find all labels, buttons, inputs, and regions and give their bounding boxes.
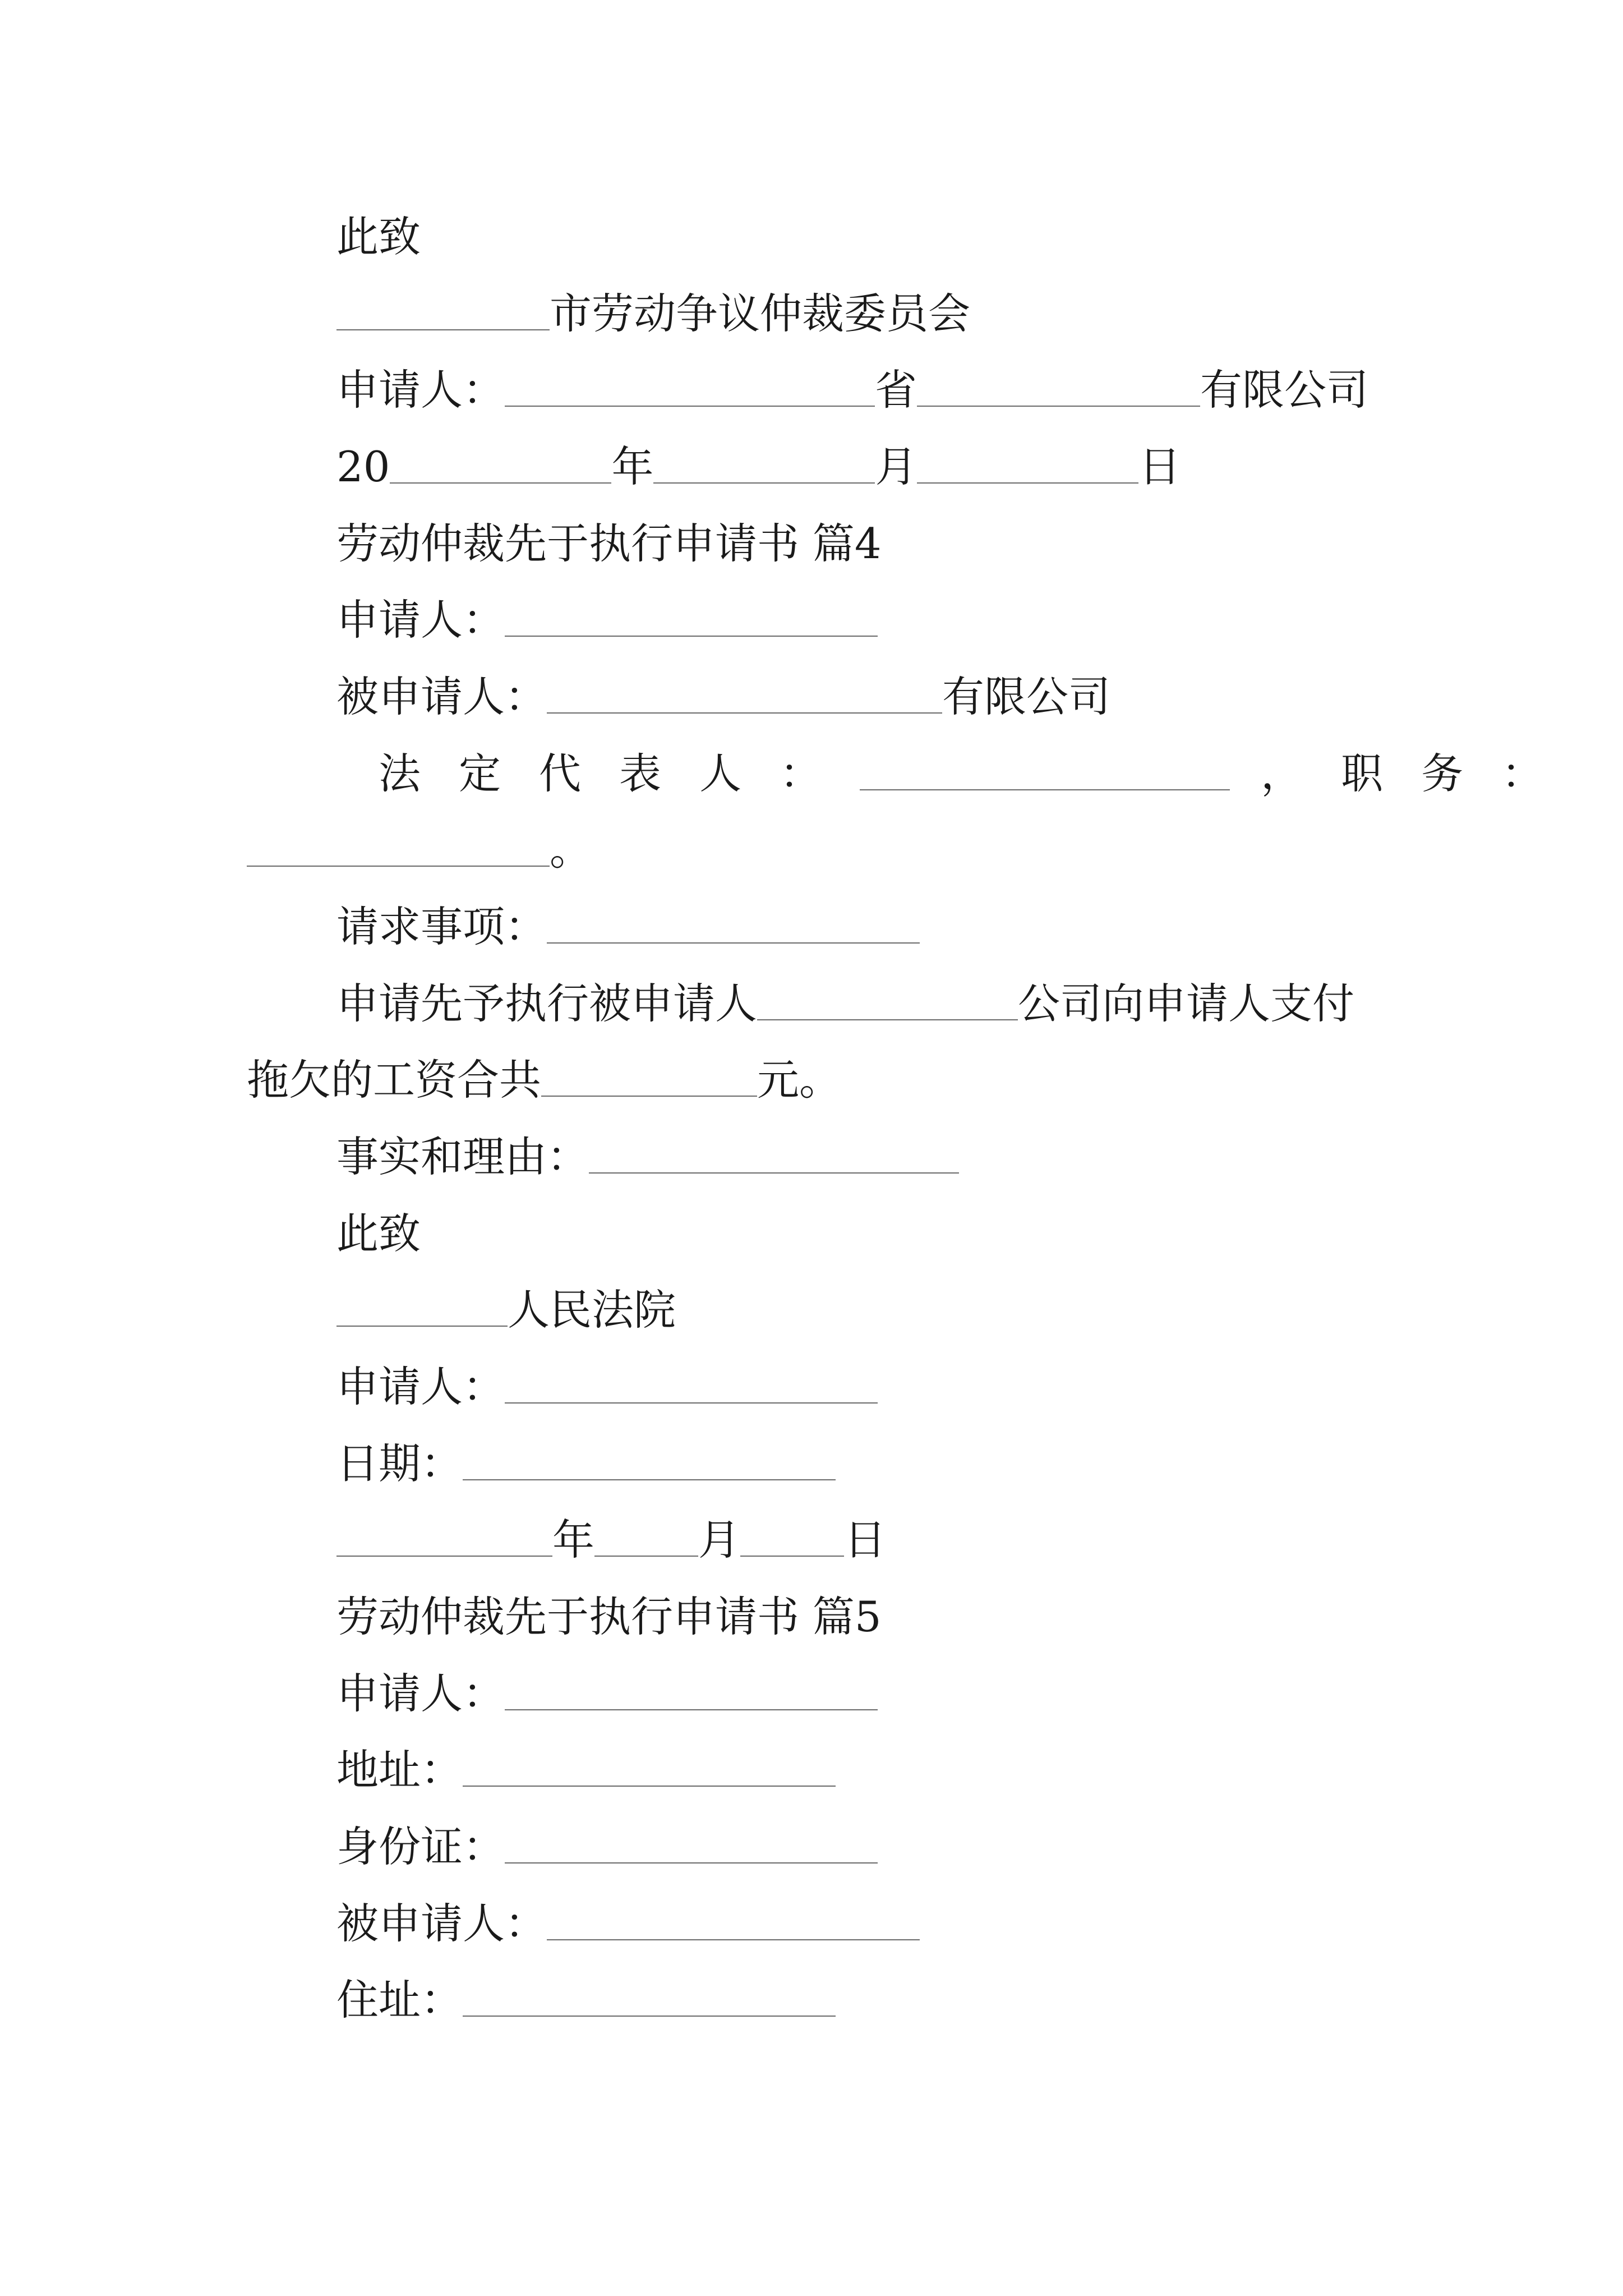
position-blank [247,865,550,867]
month-blank [653,482,875,484]
s4-month: 月 [698,1515,741,1565]
s5-respondent-blank [547,1939,920,1940]
applicant-blank [505,405,875,407]
claim-line2-prefix: 拖欠的工资合共 [247,1055,542,1105]
claim-prefix: 申请先予执行被申请人 [336,979,758,1028]
date-prefix: 20 [336,442,390,491]
s5-id-line [336,1822,878,1876]
province-suffix: 省 [875,365,917,415]
year-blank [390,482,611,484]
s4-applicant-label: 申请人： [336,595,505,645]
s5-id-blank [505,1862,878,1864]
legal-rep-char: 人 [699,749,742,798]
s4-year: 年 [552,1515,595,1565]
s4-court-line [336,1285,676,1340]
legal-rep-blank [860,789,1230,790]
s4-position-continuation [247,825,592,880]
s4-claim-line-1 [336,979,1355,1033]
court-suffix: 人民法院 [508,1285,676,1335]
position-char: ： [1501,749,1544,798]
claim-line2-suffix: 元。 [757,1055,842,1105]
s5-residence-label: 住址： [336,1975,463,2024]
s4-facts-line [336,1132,959,1186]
s5-applicant-blank [505,1709,878,1710]
signer-label: 申请人： [336,1362,505,1411]
facts-blank [589,1172,959,1174]
s5-id-label: 身份证： [336,1822,505,1871]
month-label: 月 [875,442,917,491]
s4-salutation-line [336,1209,421,1263]
s5-residence-blank [463,2015,836,2017]
date-line [336,442,1181,496]
s5-applicant-line [336,1669,878,1723]
facts-label: 事实和理由： [336,1132,589,1181]
s4-year-blank [336,1555,552,1557]
claim-suffix: 公司向申请人支付 [1018,979,1355,1028]
salutation-line [336,212,421,266]
s5-applicant-label: 申请人： [336,1669,505,1718]
s4-legal-rep-line [379,749,1544,803]
s4-applicant-blank [505,635,878,637]
s4-month-blank [594,1555,698,1557]
salutation-text: 此致 [336,212,421,261]
s4-salutation: 此致 [336,1209,421,1258]
day-blank [917,482,1138,484]
applicant-label: 申请人： [336,365,505,415]
s4-claims-line [336,902,920,956]
addressee-suffix: 市劳动争议仲裁委员会 [550,289,971,338]
s4-applicant-line [336,595,878,650]
day-label: 日 [1138,442,1181,491]
claim-company-blank [757,1019,1018,1020]
s5-address-line [336,1745,836,1800]
court-blank [336,1325,508,1327]
s4-respondent-blank [547,712,942,714]
legal-rep-char: 定 [459,749,501,798]
amount-blank [541,1095,757,1097]
s4-day-blank [740,1555,844,1557]
company-blank [917,405,1200,407]
date-label: 日期： [336,1439,463,1488]
s4-claim-line-2 [247,1055,842,1110]
s5-respondent-line [336,1899,920,1953]
city-blank [336,329,550,330]
claims-label: 请求事项： [336,902,547,951]
s4-signer-line [336,1362,878,1416]
s4-respondent-line [336,672,1111,726]
s4-respondent-label: 被申请人： [336,672,547,721]
s5-address-blank [463,1785,836,1787]
legal-rep-char: 表 [619,749,662,798]
date-blank [463,1479,836,1480]
s5-respondent-label: 被申请人： [336,1899,547,1948]
s4-respondent-suffix: 有限公司 [942,672,1111,721]
s5-residence-line [336,1975,836,2030]
s5-address-label: 地址： [336,1745,463,1795]
applicant-company-line [336,365,1369,420]
position-char: 务 [1421,749,1464,798]
section-4-title: 劳动仲裁先于执行申请书 篇4 [336,519,882,568]
legal-rep-char: ： [780,749,822,798]
claims-blank [547,942,920,944]
s4-day: 日 [844,1515,887,1565]
section-5-title: 劳动仲裁先于执行申请书 篇5 [336,1592,882,1641]
year-label: 年 [611,442,654,491]
s4-date-line [336,1439,836,1493]
section-4-heading [336,519,882,573]
company-suffix: 有限公司 [1200,365,1369,415]
addressee-line [336,289,971,343]
signer-blank [505,1402,878,1404]
position-char: 职 [1341,749,1384,798]
period: 。 [550,825,592,875]
legal-rep-char: 代 [539,749,582,798]
legal-rep-char: 法 [379,749,421,798]
comma: ， [1261,749,1303,798]
section-5-heading [336,1592,882,1646]
s4-ymd-line [336,1515,887,1570]
